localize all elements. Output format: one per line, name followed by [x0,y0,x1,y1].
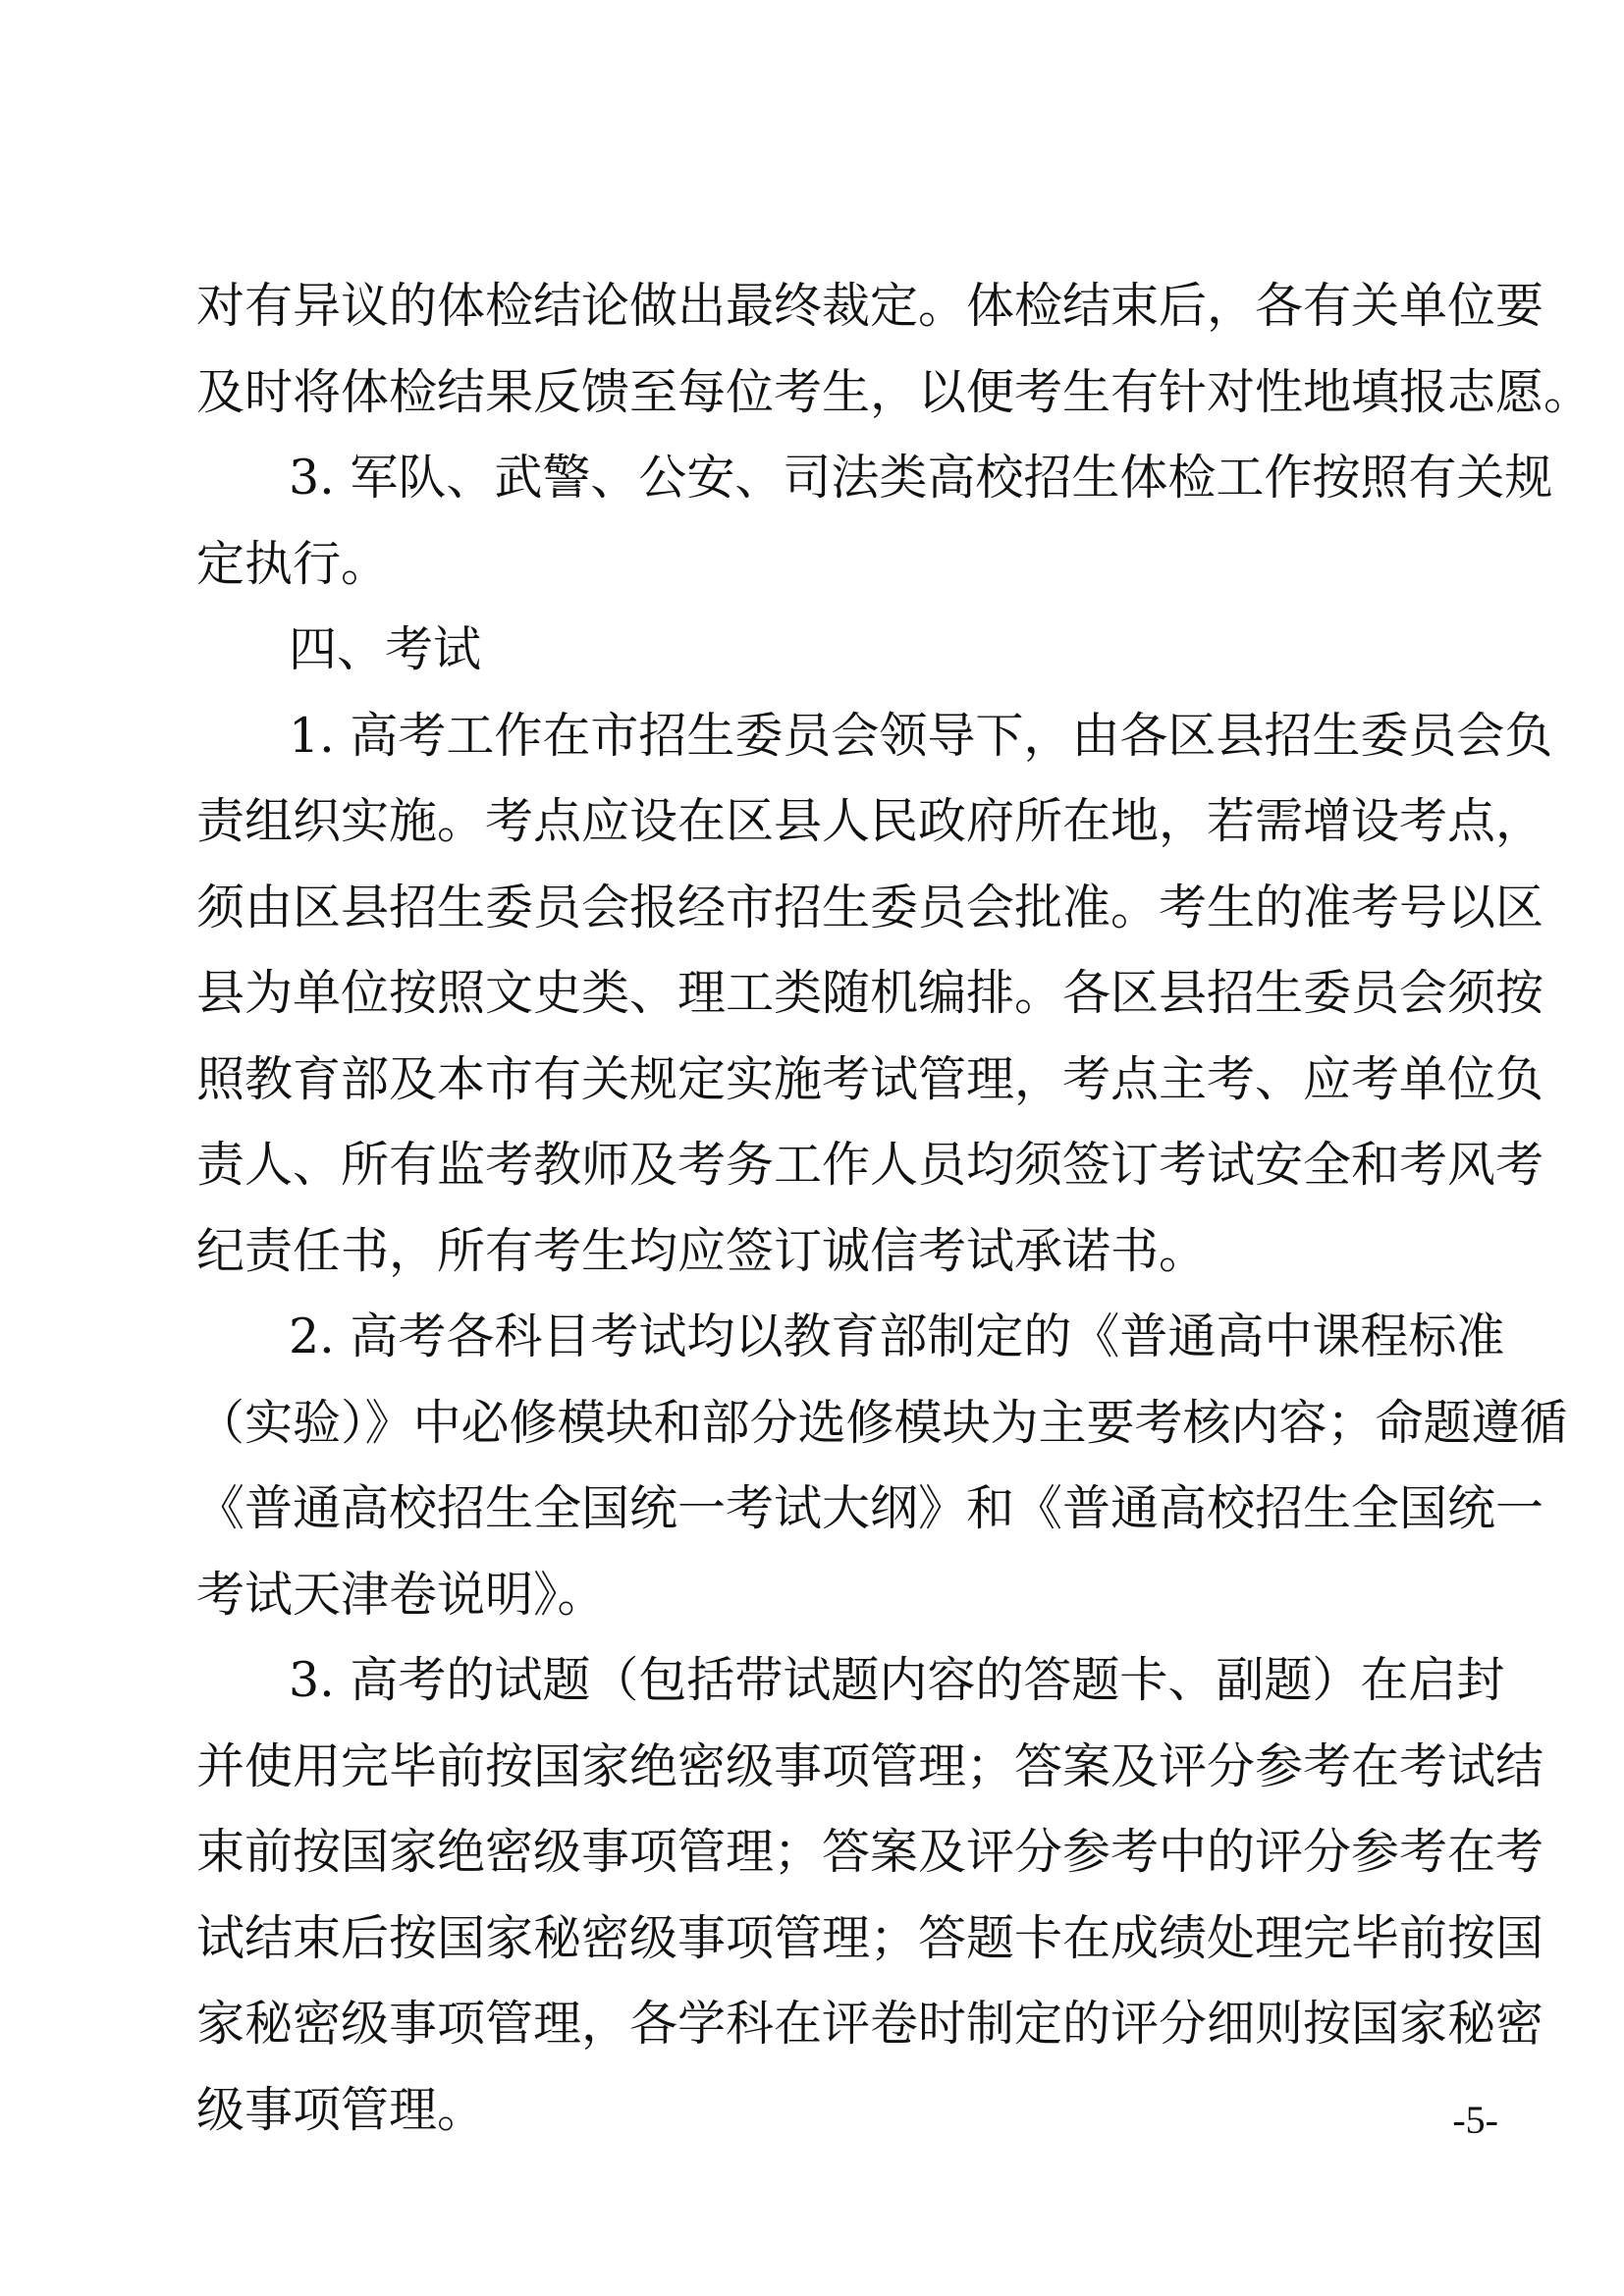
text-line: 县为单位按照文史类、理工类随机编排。各区县招生委员会须按 [196,965,1544,1021]
text-line: 责人、所有监考教师及考务工作人员均须签订考试安全和考风考 [196,1137,1544,1193]
page-number: -5- [1452,2098,1498,2142]
text-line: 对有异议的体检结论做出最终裁定。体检结束后，各有关单位要 [196,278,1544,334]
text-line: （实验）》中必修模块和部分选修模块为主要考核内容；命题遵循 [196,1394,1568,1451]
text-line: 《普通高校招生全国统一考试大纲》和《普通高校招生全国统一 [196,1480,1544,1536]
text-line: 级事项管理。 [196,2081,486,2138]
text-line: 1. 高考工作在市招生委员会领导下，由各区县招生委员会负 [289,707,1553,764]
text-line: 定执行。 [196,535,390,592]
text-line: 家秘密级事项管理，各学科在评卷时制定的评分细则按国家秘密 [196,1996,1544,2052]
text-line: 须由区县招生委员会报经市招生委员会批准。考生的准考号以区 [196,879,1544,935]
text-line: 责组织实施。考点应设在区县人民政府所在地，若需增设考点， [196,793,1544,849]
text-line: 纪责任书，所有考生均应签订诚信考试承诺书。 [196,1222,1208,1279]
text-line: 3. 高考的试题（包括带试题内容的答题卡、副题）在启封 [289,1652,1505,1708]
text-line: 及时将体检结果反馈至每位考生，以便考生有针对性地填报志愿。 [196,363,1593,420]
text-line: 考试天津卷说明》。 [196,1566,606,1623]
text-line: 照教育部及本市有关规定实施考试管理，考点主考、应考单位负 [196,1050,1544,1107]
text-line: 3. 军队、武警、公安、司法类高校招生体检工作按照有关规 [289,450,1553,506]
section-heading: 四、考试 [289,621,482,677]
document-body [196,263,1593,2153]
text-line: 束前按国家绝密级事项管理；答案及评分参考中的评分参考在考 [196,1824,1544,1880]
text-line: 2. 高考各科目考试均以教育部制定的《普通高中课程标准 [289,1308,1505,1364]
text-line: 试结束后按国家秘密级事项管理；答题卡在成绩处理完毕前按国 [196,1909,1544,1966]
text-line: 并使用完毕前按国家绝密级事项管理；答案及评分参考在考试结 [196,1737,1544,1794]
